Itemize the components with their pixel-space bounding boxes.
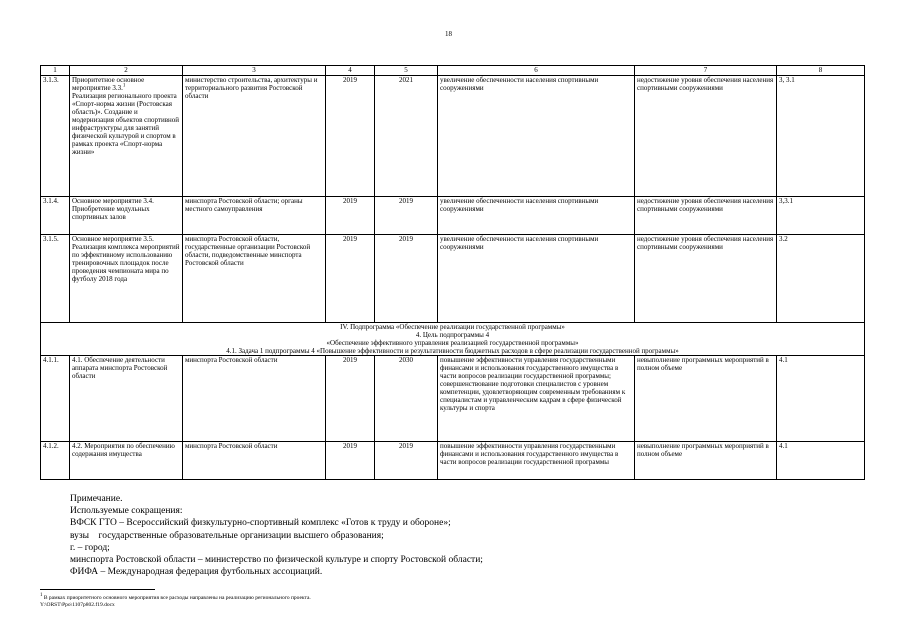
end-year: 2021 (375, 76, 438, 197)
column-number: 8 (777, 66, 865, 76)
consequence: недостижение уровня обеспечения населения спортивными сооружениями (635, 76, 777, 197)
indicator-link: 3, 3.1 (777, 76, 865, 197)
section-header-row (41, 323, 865, 356)
row-number: 4.1.1. (41, 356, 70, 442)
expected-result: повышение эффективности управления государственными финансами и использования государственного имущества в части вопросов реализации государственной программы (438, 442, 635, 480)
consequence: недостижение уровня обеспечения населения спортивными сооружениями (635, 235, 777, 323)
table-row (41, 197, 865, 235)
row-number: 4.1.2. (41, 442, 70, 480)
column-number: 7 (635, 66, 777, 76)
executor: минспорта Ростовской области (183, 356, 326, 442)
footnote-text (40, 595, 311, 602)
abbreviation-line: г. – город; (70, 542, 110, 553)
expected-result: повышение эффективности управления государственными финансами и использования государственного имущества в части вопросов реализации государственной программы; совершенствование подготовки специалистов с уровнем компетенции, удовлетворяющим современным требованиям к специалистам и управленческим кадрам в сфере физической культуры и спорта (438, 356, 635, 442)
footnote-body: В рамках приоритетного основного мероприятия все расходы направлены на реализацию регионального проекта. (42, 595, 311, 601)
abbreviation-line: ВФСК ГТО – Всероссийский физкультурно-спортивный комплекс «Готов к труду и обороне»; (70, 518, 451, 529)
start-year: 2019 (326, 235, 375, 323)
row-number: 3.1.5. (41, 235, 70, 323)
column-number-row (41, 66, 865, 76)
subprogram-title: IV. Подпрограмма «Обеспечение реализации государственной программы» (340, 323, 565, 331)
expected-result: увеличение обеспеченности населения спортивными сооружениями (438, 235, 635, 323)
end-year: 2019 (375, 442, 438, 480)
task-title: 4.1. Задача 1 подпрограммы 4 «Повышение эффективности и результативности бюджетных расходов в сфере реализации государственной программы» (226, 347, 679, 355)
end-year: 2030 (375, 356, 438, 442)
start-year: 2019 (326, 356, 375, 442)
indicator-link: 3,3.1 (777, 197, 865, 235)
footnote (40, 595, 311, 609)
consequence: невыполнение программных мероприятий в полном объеме (635, 442, 777, 480)
row-number: 3.1.4. (41, 197, 70, 235)
measure-name: Основное мероприятие 3.5. Реализация комплекса мероприятий по эффективному использованию тренировочных площадок после проведения чемпионата мира по футболу 2018 года (70, 235, 183, 323)
indicator-link: 4.1 (777, 442, 865, 480)
start-year: 2019 (326, 76, 375, 197)
page-number: 18 (445, 30, 452, 38)
column-number: 2 (70, 66, 183, 76)
indicator-link: 3.2 (777, 235, 865, 323)
section-header (41, 323, 865, 356)
consequence: недостижение уровня обеспечения населения спортивными сооружениями (635, 197, 777, 235)
abbreviations-title: Используемые сокращения: (70, 506, 183, 517)
end-year: 2019 (375, 235, 438, 323)
program-table (40, 65, 865, 480)
abbreviation-line: вузы государственные образовательные организации высшего образования; (70, 530, 384, 541)
measure-name-text: Приоритетное основное мероприятие 3.3. (72, 76, 145, 92)
column-number: 4 (326, 66, 375, 76)
table-row (41, 76, 865, 197)
executor: минспорта Ростовской области (183, 442, 326, 480)
footnote-mark: 1 (40, 593, 43, 599)
table-row (41, 356, 865, 442)
column-number: 3 (183, 66, 326, 76)
executor: минспорта Ростовской области, государственные организации Ростовской области, подведомственные минспорта Ростовской области (183, 235, 326, 323)
abbreviation-line: ФИФА – Международная федерация футбольных ассоциаций. (70, 567, 323, 578)
measure-name (70, 76, 183, 197)
goal-title: 4. Цель подпрограммы 4 (415, 331, 490, 339)
indicator-link: 4.1 (777, 356, 865, 442)
consequence: невыполнение программных мероприятий в полном объеме (635, 356, 777, 442)
column-number: 6 (438, 66, 635, 76)
measure-name-rest: Реализация регионального проекта «Спорт-норма жизни (Ростовская область)». Создание и модернизация объектов спортивной инфраструктуры для занятий физической культурой и спортом в рамках проекта «Спорт-норма жизни» (72, 92, 180, 156)
column-number: 1 (41, 66, 70, 76)
measure-name: 4.2. Мероприятия по обеспечению содержания имущества (70, 442, 183, 480)
start-year: 2019 (326, 442, 375, 480)
footnote-ref: 1 (122, 83, 126, 89)
executor: министерство строительства, архитектуры и территориального развития Ростовской области (183, 76, 326, 197)
file-path: Y:\ORST\Ppo\1107p802.f19.docx (40, 602, 115, 608)
abbreviation-line: минспорта Ростовской области – министерство по физической культуре и спорту Ростовской области; (70, 555, 483, 566)
measure-name: Основное мероприятие 3.4. Приобретение модульных спортивных залов (70, 197, 183, 235)
footnote-divider (40, 589, 155, 590)
row-number: 3.1.3. (41, 76, 70, 197)
expected-result: увеличение обеспеченности населения спортивными сооружениями (438, 76, 635, 197)
notes-title: Примечание. (70, 494, 123, 504)
start-year: 2019 (326, 197, 375, 235)
notes-section (70, 493, 483, 578)
executor: минспорта Ростовской области; органы местного самоуправления (183, 197, 326, 235)
measure-name: 4.1. Обеспечение деятельности аппарата минспорта Ростовской области (70, 356, 183, 442)
end-year: 2019 (375, 197, 438, 235)
table-row (41, 442, 865, 480)
expected-result: увеличение обеспеченности населения спортивными сооружениями (438, 197, 635, 235)
column-number: 5 (375, 66, 438, 76)
goal-text: «Обеспечение эффективного управления реализацией государственной программы» (326, 339, 579, 347)
table-row (41, 235, 865, 323)
